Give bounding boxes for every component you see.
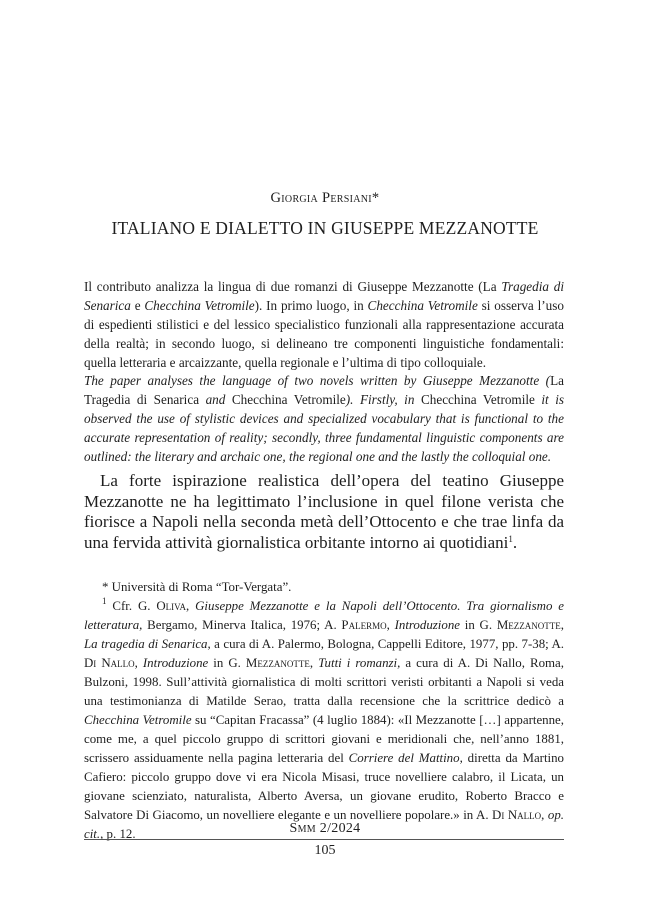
footnotes <box>84 578 564 844</box>
article-title: ITALIANO E DIALETTO IN GIUSEPPE MEZZANOTTE <box>111 218 539 238</box>
footnote-reference[interactable]: 1 <box>508 533 513 544</box>
abstract-italian: Il contributo analizza la lingua di due romanzi di Giuseppe Mezzanotte (La Tragedia di Senarica e Checchina Vetromile). In primo luogo, in Checchina Vetromile si osserva l’uso di espedienti stilistici e del lessico specialistico funzionali alla rappresentazione accurata della realtà; in secondo luogo, si delineano tre componenti linguistiche fondamentali: quella letteraria e arcaizzante, quella regionale e l’ultima di tipo colloquiale. <box>84 279 565 370</box>
footnote-affiliation: * Università di Roma “Tor-Vergata”. <box>102 580 292 594</box>
journal-issue: Smm 2/2024 <box>289 821 361 836</box>
footer-divider <box>84 839 564 840</box>
author-name: Giorgia Persiani* <box>270 190 380 206</box>
footnote-1: $^1$ Cfr. G. Oliva, Giuseppe Mezzanotte e la Napoli dell’Ottocento. Tra giornalismo e letteratura, Bergamo, Minerva Italica, 1976; A. Palermo, Introduzione in G. Mezzanotte, La tragedia di Senarica, a cura di A. Palermo, Bologna, Cappelli Editore, 1977, pp. 7-38; A. Di Nallo, Introduzione in G. Mezzanotte, Tutti i romanzi, a cura di A. Di Nallo, Roma, Bulzoni, 1998. Sull’attività giornalistica di molti scrittori veristi orbitanti a Napoli si veda una testimonianza di Matilde Serao, tratta dalla recensione che la scrittrice dedicò a Checchina Vetromile su “Capitan Fracassa” (4 luglio 1884): «Il Mezzanotte […] appartenne, come me, a quel piccolo gruppo di scrittori giovani e meridionali che, nell’anno 1881, scrissero assiduamente nella pagina letteraria del Corriere del Mattino, diretta da Martino Cafiero: piccolo gruppo dove vi era Nicola Misasi, truce novelliere calabro, il Licata, un giovane scienziato, naturalista, Alberto Aversa, un giovane erudito, Roberto Bracco e Salvatore Di Giacomo, un novelliere elegante e un novelliere popolare.» in A. Di Nallo, op. cit., p. 12. <box>84 596 565 841</box>
abstract-english: The paper analyses the language of two novels written by Giuseppe Mezzanotte (La Tragedia di Senarica and Checchina Vetromile). Firstly, in Checchina Vetromile it is observed the use of stylistic devices and specialized vocabulary that is functional to the accurate representation of reality; secondly, three fundamental linguistic components are outlined: the literary and archaic one, the regional one and the lastly the colloquial one. <box>84 373 564 464</box>
body-paragraph: La forte ispirazione realistica dell’opera del teatino Giuseppe Mezzanotte ne ha legittimato l’inclusione in quel filone verista che fiorisce a Napoli nella seconda metà dell’Ottocento e che trae linfa da una fervida attività giornalistica orbitante intorno ai quotidiani$^1$. <box>84 471 564 552</box>
page-number: 105 <box>314 843 336 858</box>
